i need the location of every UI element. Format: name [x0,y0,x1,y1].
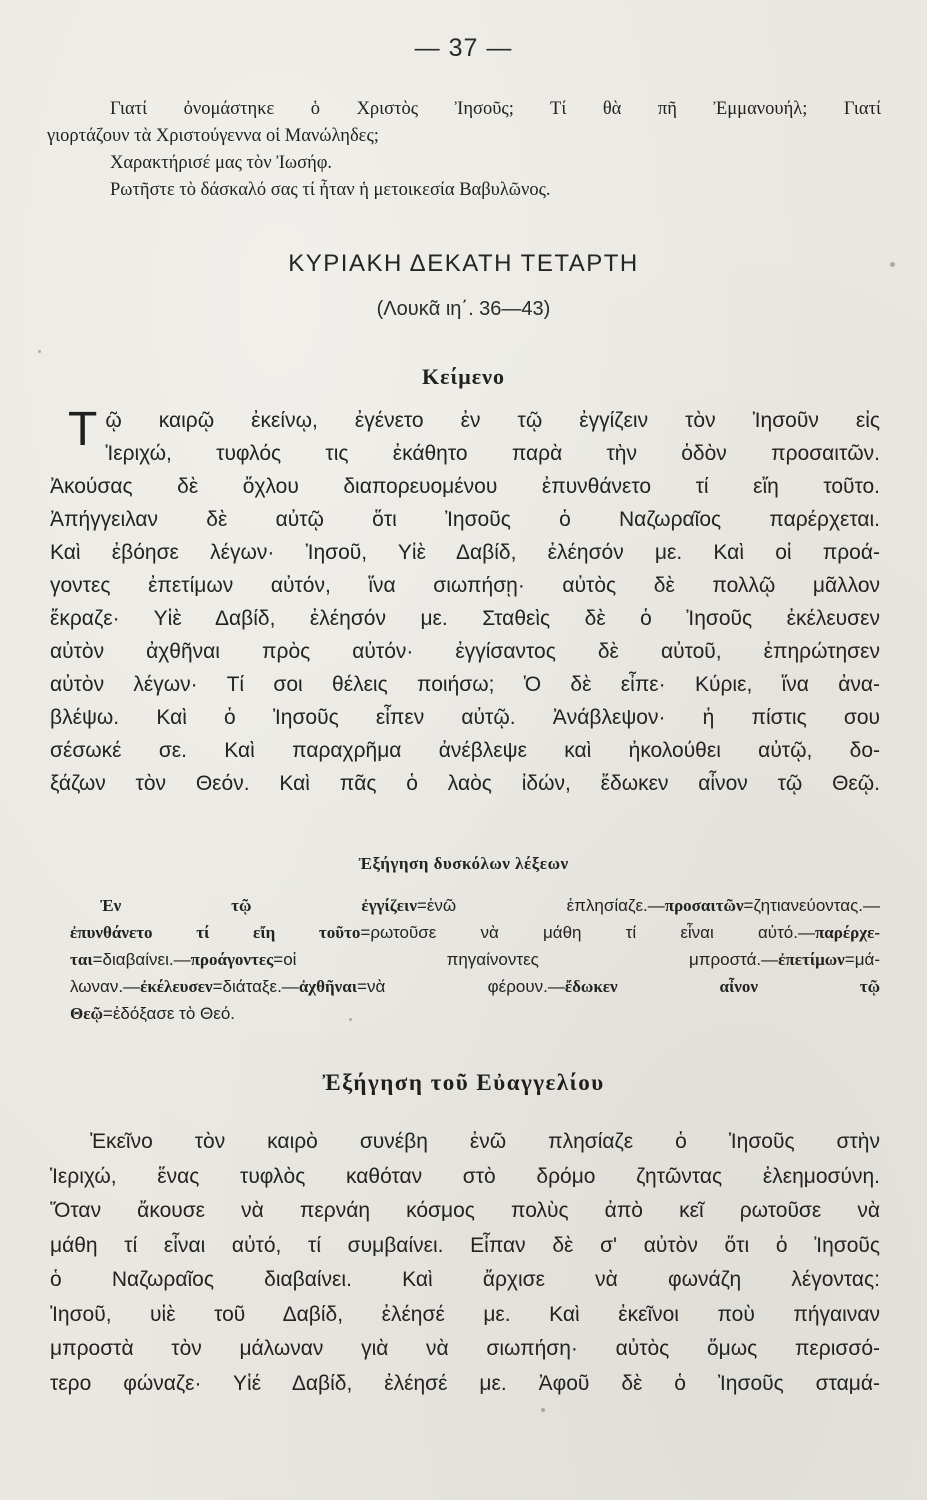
glossary-definition: =ζητιανεύοντας.— [743,896,880,915]
glossary-definition: =οἱ πηγαίνοντες μπροστά.— [273,950,779,969]
glossary-definition: =διάταξε.— [212,977,299,996]
glossary-definition: λωναν.— [70,977,141,996]
gospel-line: ξάζων τὸν Θεόν. Καὶ πᾶς ὁ λαὸς ἰδών, ἔδωκεν αἶνον τῷ Θεῷ. [50,772,880,795]
paper-speck [38,350,41,353]
glossary-term: ἐπυνθάνετο τί εἴη τοῦτο [70,923,361,942]
gospel-line: Ἀκούσας δὲ ὄχλου διαπορευομένου ἐπυνθάνετο τί εἴη τοῦτο. [50,475,880,498]
section-title: ΚΥΡΙΑΚΗ ΔΕΚΑΤΗ ΤΕΤΑΡΤΗ [288,250,639,277]
gospel-line: αὐτὸν λέγων· Τί σοι θέλεις ποιήσω; Ὁ δὲ εἶπε· Κύριε, ἵνα ἀνα- [50,673,880,696]
glossary-line [70,1000,880,1027]
explanation-line: Ἐκεῖνο τὸν καιρὸ συνέβη ἐνῶ πλησίαζε ὁ Ἰησοῦς στὴν [90,1130,880,1153]
glossary-term: Θεῷ [70,1004,103,1023]
glossary-line [70,973,880,1000]
question-line: Χαρακτήρισέ μας τὸν Ἰωσήφ. [110,153,333,173]
glossary-term: ἐκέλευσεν [140,977,213,996]
glossary-term: ἀχθῆναι [298,977,358,996]
gospel-line: Καὶ ἐβόησε λέγων· Ἰησοῦ, Υἱὲ Δαβίδ, ἐλέησόν με. Καὶ οἱ προά- [50,541,880,564]
gospel-line: ἔκραζε· Υἱὲ Δαβίδ, ἐλέησόν με. Σταθεὶς δὲ ὁ Ἰησοῦς ἐκέλευσεν [50,607,880,630]
question-line: Ρωτῆστε τὸ δάσκαλό σας τί ἦταν ἡ μετοικεσία Βαβυλῶνος. [110,180,551,200]
glossary-definition: =νὰ φέρουν.— [357,977,565,996]
explanation-line: μάθη τί εἶναι αὐτό, τί συμβαίνει. Εἶπαν δὲ σ' αὐτὸν ὅτι ὁ Ἰησοῦς [50,1233,880,1257]
glossary-term: παρέρχε- [814,923,881,942]
paper-speck [890,262,895,267]
question-line: Γιατί ὀνομάστηκε ὁ Χριστὸς Ἰησοῦς; Τί θὰ πῆ Ἐμμανουήλ; Γιατί [110,99,881,119]
drop-cap: Τ [68,403,98,456]
gospel-explanation [50,1125,880,1401]
gospel-line: γοντες ἐπετίμων αὐτόν, ἵνα σιωπήσῃ· αὐτὸς δὲ πολλῷ μᾶλλον [50,574,880,597]
scripture-reference: (Λουκᾶ ιη΄. 36—43) [376,298,551,320]
glossary-line [70,919,880,946]
gospel-line: αὐτὸν ἀχθῆναι πρὸς αὐτόν· ἐγγίσαντος δὲ αὐτοῦ, ἐπηρώτησεν [50,640,880,663]
gospel-line: ῷ καιρῷ ἐκείνῳ, ἐγένετο ἐν τῷ ἐγγίζειν τὸν Ἰησοῦν εἰς [105,409,880,432]
glossary-definition: =μά- [844,950,880,969]
glossary-definition: =ἐνῶ ἐπλησίαζε.— [416,896,665,915]
paper-speck [349,1018,352,1021]
gospel-line: βλέψω. Καὶ ὁ Ἰησοῦς εἶπεν αὐτῷ. Ἀνάβλεψον· ἡ πίστις σου [50,706,880,729]
explanation-line: Ὅταν ἄκουσε νὰ περνάη κόσμος πολὺς ἀπὸ κεῖ ρωτοῦσε νὰ [50,1199,880,1222]
glossary-line [70,946,880,973]
question-line: γιορτάζουν τὰ Χριστούγεννα οἱ Μανώληδες; [47,126,379,146]
paper-speck [541,1408,545,1412]
glossary-heading: Ἐξήγηση δυσκόλων λέξεων [358,854,569,873]
explanation-line: Ἰησοῦ, υἱὲ τοῦ Δαβίδ, ἐλέησέ με. Καὶ ἐκεῖνοι ποὺ πήγαιναν [50,1302,880,1326]
glossary-definition: =ἐδόξασε τὸ Θεό. [102,1004,235,1023]
glossary-term: ται [70,950,93,969]
glossary-term: ἔδωκεν αἶνον τῷ [564,977,880,996]
explanation-line: ὁ Ναζωραῖος διαβαίνει. Καὶ ἄρχισε νὰ φωνάζη λέγοντας: [50,1268,880,1291]
glossary-term: προσαιτῶν [664,896,744,915]
gospel-line: σέσωκέ σε. Καὶ παραχρῆμα ἀνέβλεψε καὶ ἠκολούθει αὐτῷ, δο- [50,739,880,762]
glossary [70,892,880,1027]
glossary-definition: =ρωτοῦσε νὰ μάθη τί εἶναι αὐτό.— [360,923,815,942]
gospel-line: Ἰεριχώ, τυφλός τις ἐκάθητο παρὰ τὴν ὁδὸν προσαιτῶν. [105,442,880,465]
page-number: — 37 — [414,34,513,62]
explanation-line: τερο φώναζε· Υἱέ Δαβίδ, ἐλέησέ με. Ἀφοῦ δὲ ὁ Ἰησοῦς σταμά- [50,1371,880,1395]
gospel-text [50,404,880,800]
glossary-term: ἐπετίμων [778,950,845,969]
glossary-line [70,892,880,919]
explanation-line: μπροστὰ τὸν μάλωναν γιὰ νὰ σιωπήση· αὐτὸς ὅμως περισσό- [50,1337,880,1360]
glossary-term: Ἐν τῷ ἐγγίζειν [100,896,417,915]
review-questions [47,96,881,204]
explanation-line: Ἱεριχώ, ἕνας τυφλὸς καθόταν στὸ δρόμο ζητῶντας ἐλεημοσύνη. [50,1164,880,1188]
text-heading: Κείμενο [421,364,506,389]
gospel-explanation-heading: Ἐξήγηση τοῦ Εὐαγγελίου [322,1070,605,1095]
gospel-line: Ἀπήγγειλαν δὲ αὐτῷ ὅτι Ἰησοῦς ὁ Ναζωραῖος παρέρχεται. [50,508,880,531]
glossary-term: προάγοντες [190,950,274,969]
glossary-definition: =διαβαίνει.— [92,950,191,969]
